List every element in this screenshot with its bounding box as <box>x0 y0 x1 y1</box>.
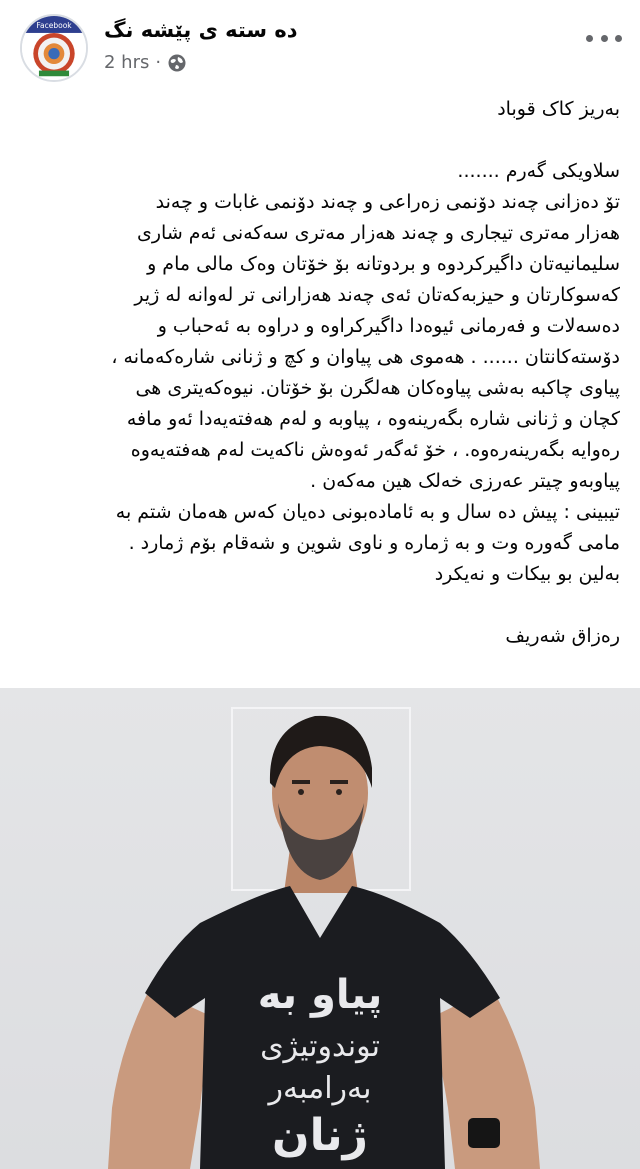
post-line: پیاوبەو چیتر عەرزی خەلک هین مەکەن . <box>310 470 620 492</box>
post-line: تیبینی : پیش دە سال و بە ئامادەبونی دەیان کەس هەمان شتم بە <box>115 501 620 523</box>
post-line: بەلین بو بیکات و نەیکرد <box>434 563 620 585</box>
page-avatar[interactable] <box>20 14 88 82</box>
post-line: پیاوی چاکبە بەشی پیاوەکان هەلگرن بۆ خۆتان. نیوەکەیتری هی <box>135 377 620 399</box>
globe-icon <box>167 53 187 73</box>
post-header <box>0 12 640 82</box>
page-logo <box>22 16 86 80</box>
shirt-print-line: ژنان <box>272 1110 368 1161</box>
page-name[interactable]: ده سته ی پێشه نگ <box>104 18 298 42</box>
more-dots-icon <box>586 35 593 42</box>
more-options-button[interactable] <box>586 26 622 50</box>
meta-separator: · <box>155 52 162 73</box>
post-line: دەسەلات و فەرمانی ئیوەدا داگیرکراوە و دراوە بە ئەحباب و <box>157 315 620 337</box>
shirt-print-line: توندوتیژی <box>260 1029 380 1064</box>
post-time[interactable]: 2 hrs <box>104 52 150 73</box>
post-signature: رەزاق شەریف <box>505 625 620 647</box>
post-meta <box>104 52 187 73</box>
post-line: تۆ دەزانی چەند دۆنمی زەراعی و چەند دۆنمی غابات و چەند <box>155 191 620 213</box>
post-line: کچان و ژنانی شارە بگەرینەوە ، پیاوبە و لەم هەفتەیەدا ئەو مافە <box>126 408 620 430</box>
shirt-print-line: بەرامبەر <box>268 1071 372 1106</box>
photo-illustration <box>0 688 640 1169</box>
post-line: هەزار مەتری تیجاری و چەند هەزار مەتری سەکەنی ئەم شاری <box>137 222 620 244</box>
post-text <box>16 94 620 652</box>
more-dots-icon <box>601 35 608 42</box>
post-line: سلاویکی گەرم ....... <box>457 160 620 182</box>
post-line: سلیمانیەتان داگیرکردوە و بردوتانە بۆ خۆتان وەک مالی مام و <box>147 253 620 275</box>
post-line: بەریز کاک قوباد <box>497 98 620 120</box>
svg-text:Facebook: Facebook <box>36 21 72 31</box>
post-line: رەوایە بگەرینەرەوە. ، خۆ ئەگەر ئەوەش ناکەیت لەم هەفتەیەوە <box>130 439 620 461</box>
post-line: کەسوکارتان و حیزبەکەتان ئەی چەند هەزارانی تر لەوانە لە ژیر <box>134 284 620 306</box>
post-line: دۆستەکانتان ...... . هەموی هی پیاوان و کچ و ژنانی شارەکەمانە ، <box>111 346 620 368</box>
shirt-print-line: پیاو بە <box>257 972 383 1018</box>
post-line: مامی گەورە وت و بە ژمارە و ناوی شوین و شەقام بۆم ژمارد . <box>128 532 620 554</box>
more-dots-icon <box>615 35 622 42</box>
post-photo[interactable] <box>0 688 640 1169</box>
